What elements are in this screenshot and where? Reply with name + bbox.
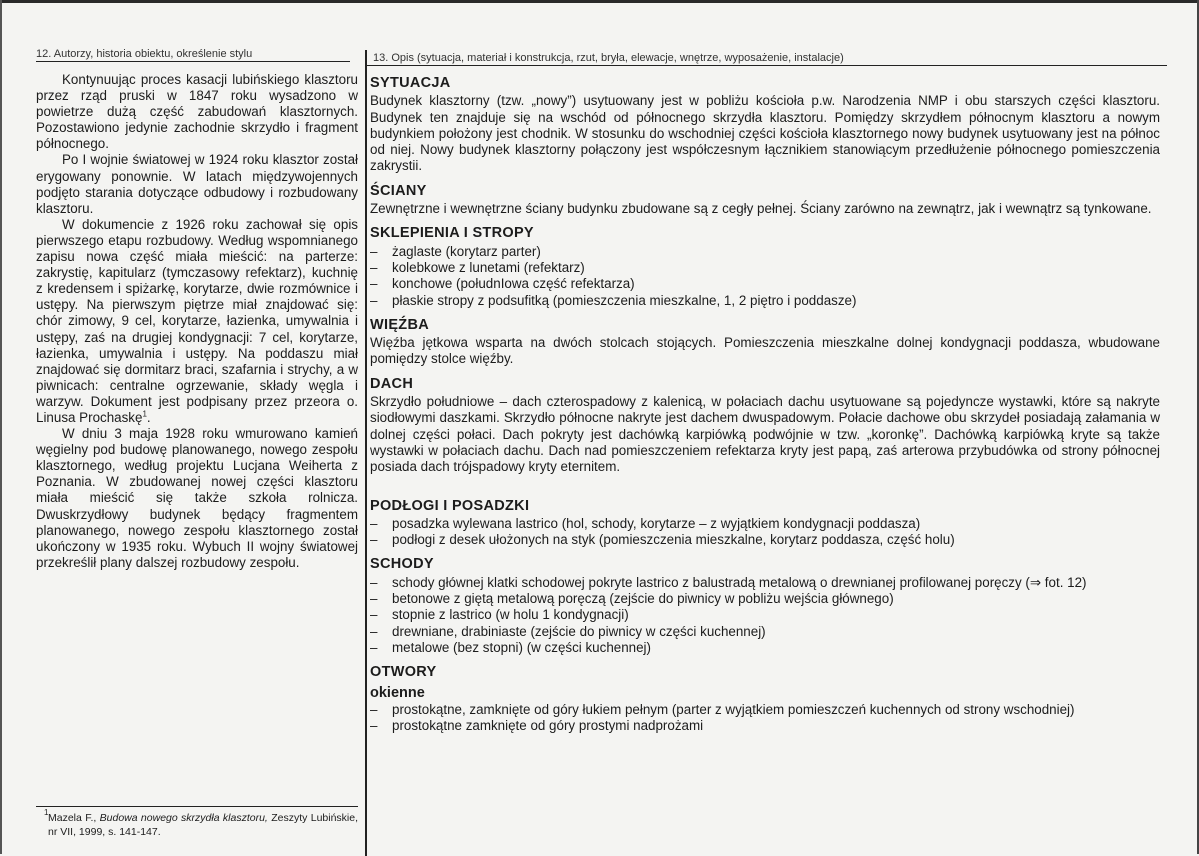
- list-item: [370, 532, 1160, 548]
- section-title-otwory: OTWORY: [370, 664, 437, 681]
- dash-bullet: –: [370, 607, 378, 623]
- dash-bullet: –: [370, 574, 378, 590]
- dash-bullet: –: [370, 718, 378, 734]
- section-title-dach: DACH: [370, 375, 414, 392]
- section-title-podlogi: PODŁOGI I POSADZKI: [370, 497, 530, 514]
- schody-list: [372, 575, 1160, 656]
- dash-bullet: –: [370, 591, 378, 607]
- list-item-text: posadzka wylewana lastrico (hol, schody, korytarze – z wyjątkiem kondygnacji poddasza): [392, 515, 921, 531]
- list-item: [370, 607, 1160, 623]
- dash-bullet: –: [370, 701, 378, 717]
- list-item-text: drewniane, drabiniaste (zejście do piwnicy w części kuchennej): [392, 623, 766, 639]
- page-left-border: [0, 0, 2, 854]
- list-item: [370, 244, 1160, 260]
- list-item: [370, 702, 1160, 718]
- description-body: [372, 75, 1160, 734]
- footnote-number: 1: [44, 808, 49, 817]
- list-item-text: prostokątne, zamknięte od góry łukiem pełnym (parter z wyjątkiem pomieszczeń kuchennych od strony wschodniej): [392, 701, 1075, 717]
- list-item: [370, 276, 1160, 292]
- subsection-title-okienne: okienne: [370, 684, 425, 701]
- history-text: [36, 72, 358, 571]
- footnote: [36, 806, 358, 839]
- list-item-text: metalowe (bez stopni) (w części kuchennej): [392, 639, 651, 655]
- list-item: [370, 591, 1160, 607]
- sciany-text: Zewnętrzne i wewnętrzne ściany budynku zbudowane są z cegły pełnej. Ściany zarówno na zewnątrz, jak i wewnątrz są tynkowane.: [370, 201, 1152, 217]
- dash-bullet: –: [370, 243, 378, 259]
- footnote-text: [36, 811, 358, 839]
- section-title-sytuacja: SYTUACJA: [370, 75, 451, 91]
- section-title-sklepienia: SKLEPIENIA I STROPY: [370, 225, 534, 242]
- history-paragraph: W dokumencie z 1926 roku zachował się opis pierwszego etapu rozbudowy. Według wspomnianego zapisu nowa część miała mieścić: na parterze: zakrystię, kapitularz (tymczasowy refektarz), kuchnię z kredensem i spiżarkę, korytarze, dwie rozmównice i ustępy. Na pierwszym piętrze miał znajdować się: chór zimowy, 9 cel, korytarze, łazienka, umywalnia i ustępy, zaś na drugiej kondygnacji: 7 cel, korytarze, łazienka, umywalnia i ustępy. Na poddaszu miał znajdować się dormitarz braci, szafarnia i strychy, a w piwnicach: centralne ogrzewanie, składy węgla i warzyw. Dokument jest podpisany przez przeora o. Linusa Prochaskę$^1$.: [36, 216, 358, 425]
- dash-bullet: –: [370, 623, 378, 639]
- dash-bullet: –: [370, 276, 378, 292]
- dach-text: Skrzydło południowe – dach czterospadowy z kalenicą, w połaciach dachu usytuowane są pojedyncze wystawki, które są nakryte siodłowymi daszkami. Skrzydło północne nakryte jest dachem dwuspadowym. Połacie dachowe obu skrzydeł posiadają załamania w dolnej części połaci. Dach pokryty jest dachówką karpiówką podwójnie w tzw. „koronkę”. Dachówką karpiówką kryte są także wystawki w połaciach dachu. Dach nad pomieszczeniem refektarza kryty jest papą, zaś arterowa przybudówka od strony północnej posiada dach trójspadowy kryty eternitem.: [370, 394, 1160, 475]
- left-section-header: 12. Autorzy, historia obiektu, określenie stylu: [36, 48, 350, 62]
- list-item: [370, 624, 1160, 640]
- right-column: [372, 52, 1160, 742]
- section-title-schody: SCHODY: [370, 556, 434, 573]
- list-item: [370, 516, 1160, 532]
- page-top-border: [0, 0, 1199, 3]
- history-paragraph: W dniu 3 maja 1928 roku wmurowano kamień węgielny pod budowę planowanego, nowego zespołu klasztornego, według projektu Lucjana Weiherta z Poznania. W zbudowanej nowej części klasztoru miała mieścić się także szkoła rolnicza. Dwuskrzydłowy budynek będący fragmentem planowanego, nowego zespołu klasztornego został ukończony w 1935 roku. Wybuch II wojny światowej przekreślił plany dalszej rozbudowy zespołu.: [36, 426, 358, 570]
- history-paragraph: Po I wojnie światowej w 1924 roku klasztor został erygowany ponownie. W latach międzywojennych podjęto starania dotyczące odbudowy i rozbudowany klasztoru.: [36, 152, 358, 216]
- sytuacja-text: Budynek klasztorny (tzw. „nowy”) usytuowany jest w pobliżu kościoła p.w. Narodzenia NMP i obu starszych części klasztoru. Budynek ten znajduje się na wschód od północnego skrzydła klasztoru. Pomiędzy skrzydłem północnym klasztoru a nowym budynkiem położony jest chodnik. W stosunku do wschodniej części kościoła klasztornego nowy budynek usytuowany jest na północ od niej. Nowy budynek klasztorny połączony jest współczesnym łącznikiem stanowiącym przedłużenie północnego pomieszczenia zakrystii.: [370, 93, 1160, 174]
- wiezba-text: Więźba jętkowa wsparta na dwóch stolcach stojących. Pomieszczenia mieszkalne dolnej kondygnacji poddasza, wbudowane pomiędzy stolce więźby.: [370, 335, 1160, 367]
- paragraph-text: W dokumencie z 1926 roku zachował się opis pierwszego etapu rozbudowy. Według wspomnianego zapisu nowa część miała mieścić: na parterze: zakrystię, kapitularz (tymczasowy refektarz), kuchnię z kredensem i spiżarkę, korytarze, dwie rozmównice i ustępy. Na pierwszym piętrze miał znajdować się: chór zimowy, 9 cel, korytarze, łazienka, umywalnia i ustępy, zaś na drugiej kondygnacji: 7 cel, korytarze, łazienka, umywalnia i ustępy. Na poddaszu miał znajdować się dormitarz braci, szafarnia i strychy, a w piwnicach: centralne ogrzewanie, składy węgla i warzyw. Dokument jest podpisany przez przeora o. Linusa Prochaskę: [36, 216, 358, 425]
- list-item: [370, 718, 1160, 734]
- dash-bullet: –: [370, 259, 378, 275]
- dash-bullet: –: [370, 292, 378, 308]
- list-item: [370, 640, 1160, 656]
- otwory-list: [372, 702, 1160, 735]
- list-item-text: stopnie z lastrico (w holu 1 kondygnacji): [392, 607, 629, 623]
- list-item-text: konchowe (połudnIowa część refektarza): [392, 276, 635, 292]
- list-item: [370, 575, 1160, 591]
- list-item-text: podłogi z desek ułożonych na styk (pomieszczenia mieszkalne, korytarz poddasza, część holu): [392, 532, 955, 548]
- list-item: [370, 293, 1160, 309]
- left-column: [36, 48, 358, 571]
- list-item-text: betonowe z giętą metalową poręczą (zejście do piwnicy w pobliżu wejścia głównego): [392, 591, 894, 607]
- footnote-source: Zeszyty Lubińskie, nr VII, 1999, s. 141-147.: [48, 812, 359, 838]
- right-section-header: 13. Opis (sytuacja, materiał i konstrukcja, rzut, bryła, elewacje, wnętrze, wyposażenie, instalacje): [366, 52, 1167, 66]
- sklepienia-list: [372, 244, 1160, 309]
- list-item: [370, 260, 1160, 276]
- footnote-author: Mazela F.,: [48, 812, 97, 824]
- dash-bullet: –: [370, 515, 378, 531]
- list-item-text: kolebkowe z lunetami (refektarz): [392, 259, 585, 275]
- podlogi-list: [372, 516, 1160, 549]
- list-item-text: prostokątne zamknięte od góry prostymi nadprożami: [392, 718, 704, 734]
- dash-bullet: –: [370, 639, 378, 655]
- section-title-wiezba: WIĘŹBA: [370, 316, 429, 333]
- dash-bullet: –: [370, 532, 378, 548]
- list-item-text: płaskie stropy z podsufitką (pomieszczenia mieszkalne, 1, 2 piętro i poddasze): [392, 292, 857, 308]
- list-item-text: schody głównej klatki schodowej pokryte lastrico z balustradą metalową o drewnianej profilowanej poręczy (⇒ fot. 12): [392, 574, 1087, 590]
- footnote-reference: 1: [142, 409, 147, 419]
- spacer: [372, 484, 1160, 498]
- history-paragraph: Kontynuując proces kasacji lubińskiego klasztoru przez rząd pruski w 1847 roku wysadzono w powietrze dużą część zabudowań klasztornych. Pozostawiono jedynie zachodnie skrzydło i fragment północnego.: [36, 72, 358, 152]
- footnote-title: Budowa nowego skrzydła klasztoru,: [99, 812, 268, 824]
- column-divider: [365, 50, 367, 856]
- section-title-sciany: ŚCIANY: [370, 182, 427, 199]
- list-item-text: żaglaste (korytarz parter): [392, 243, 541, 259]
